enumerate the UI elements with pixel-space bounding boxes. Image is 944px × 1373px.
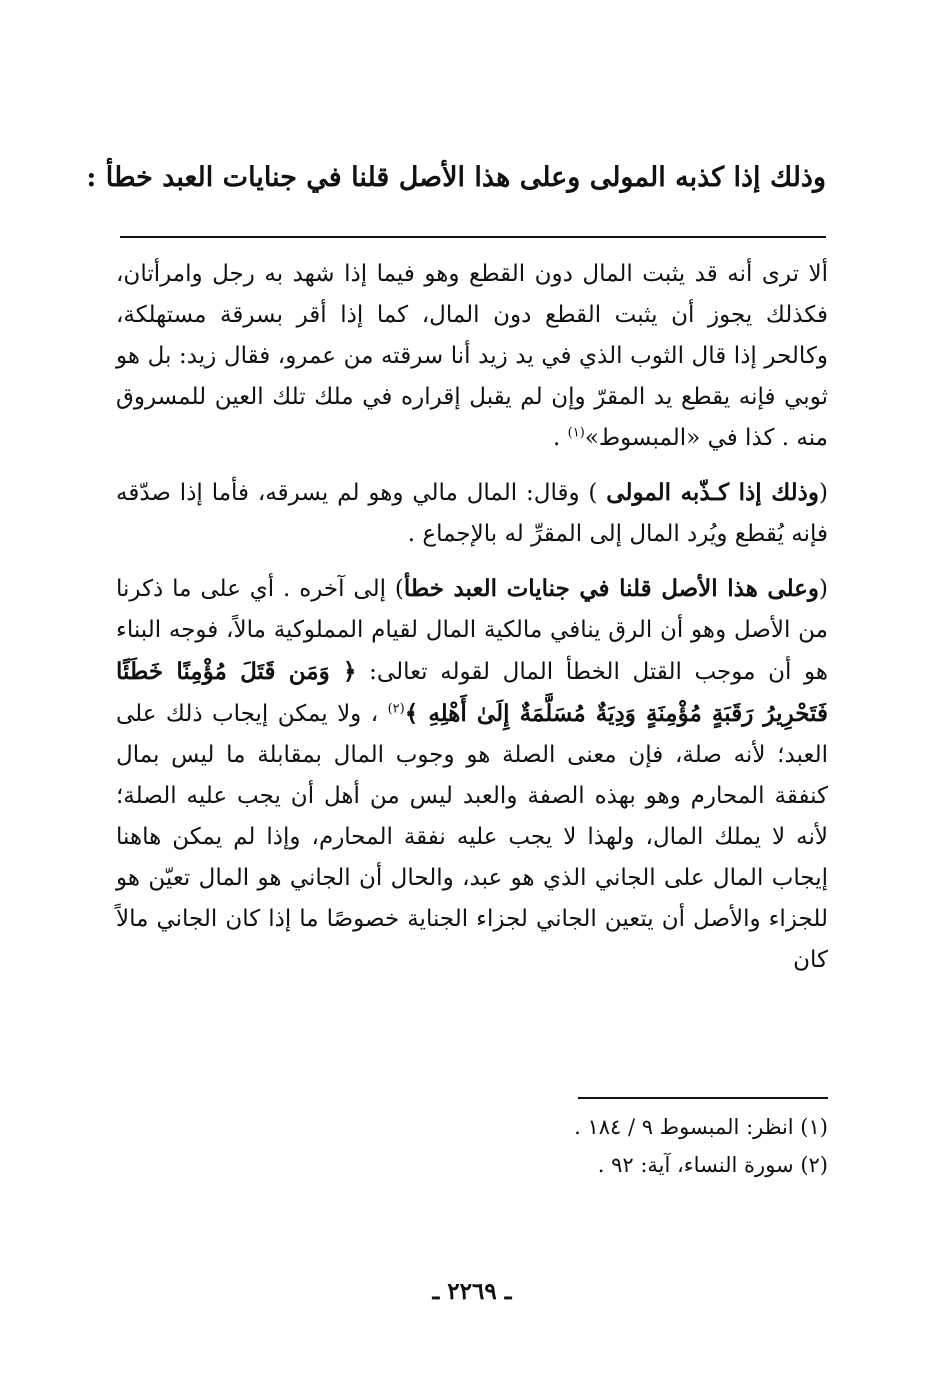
footnote-marker-1: (١): [567, 425, 585, 441]
footnote-marker-2: (٢): [387, 701, 405, 717]
paragraph-1-text: ألا ترى أنه قد يثبت المال دون القطع وهو فيما إذا شهد به رجل وامرأتان، فكذلك يجوز أن يثبت القطع دون المال، كما إذا أقر بسرقة مستهلكة، وكالحر إذا قال الثوب الذي في يد زيد أنا سرقته من عمرو، فقال زيد: بل هو ثوبي فإنه يقطع يد المقرّ وإن لم يقبل إقراره في ملك تلك العين للمسروق منه . كذا في «المبسوط»: [116, 261, 828, 451]
paragraph-3-open: (: [819, 576, 828, 602]
paragraph-3: [116, 568, 828, 981]
paragraph-2-rest: ) وقال: المال مالي وهو لم يسرقه، فأما إذا صدّقه فإنه يُقطع ويُرد المال إلى المقرِّ له بالإجماع .: [116, 480, 828, 547]
paragraph-3-mid: ) إلى آخره . أي على ما ذكرنا من الأصل وهو أن الرق ينافي مالكية المال لقيام المملوكية مالاً، فوجه البناء هو أن موجب القتل الخطأ المال لقوله تعالى:: [116, 576, 828, 685]
footnote-1: (١) انظر: المبسوط ٩ / ١٨٤ .: [574, 1115, 828, 1139]
paragraph-1: [116, 254, 828, 459]
footnote-divider: [578, 1097, 828, 1099]
footnote-2: (٢) سورة النساء، آية: ٩٢ .: [597, 1153, 828, 1177]
paragraph-3-quote: وعلى هذا الأصل قلنا في جنايات العبد خطأ: [403, 575, 820, 602]
paragraph-2-open: (: [819, 480, 828, 506]
heading-divider: [120, 236, 826, 238]
paragraph-1-end: .: [553, 425, 568, 451]
paragraph-2-quote: وذلك إذا كـذّبه المولى: [606, 479, 820, 506]
page-heading: وذلك إذا كذبه المولى وعلى هذا الأصل قلنا في جنايات العبد خطأ :: [86, 162, 826, 193]
page-number: ـ ٢٢٦٩ ـ: [432, 1278, 512, 1305]
paragraph-3-rest: ، ولا يمكن إيجاب ذلك على العبد؛ لأنه صلة، فإن معنى الصلة هو وجوب المال بمقابلة ما ليس بمال كنفقة المحارم وهو بهذه الصفة والعبد ليس من أهل أن يجب عليه الصلة؛ لأنه لا يملك المال، ولهذا لا يجب عليه نفقة المحارم، وإذا لم يمكن هاهنا إيجاب المال على الجاني الذي هو عبد، والحال أن الجاني هو المال تعيّن هو للجزاء والأصل أن يتعين الجاني لجزاء الجناية خصوصًا ما إذا كان الجاني مالاً كان: [116, 701, 828, 973]
quran-verse: ﴿ وَمَن قَتَلَ مُؤْمِنًا خَطَئًا فَتَحْرِيرُ رَقَبَةٍ مُؤْمِنَةٍ وَدِيَةٌ مُسَلَّمَةٌ إِلَىٰ أَهْلِهِ ﴾: [116, 658, 828, 727]
footnotes: [116, 1108, 828, 1184]
body-text: [116, 254, 828, 994]
paragraph-2: [116, 472, 828, 555]
